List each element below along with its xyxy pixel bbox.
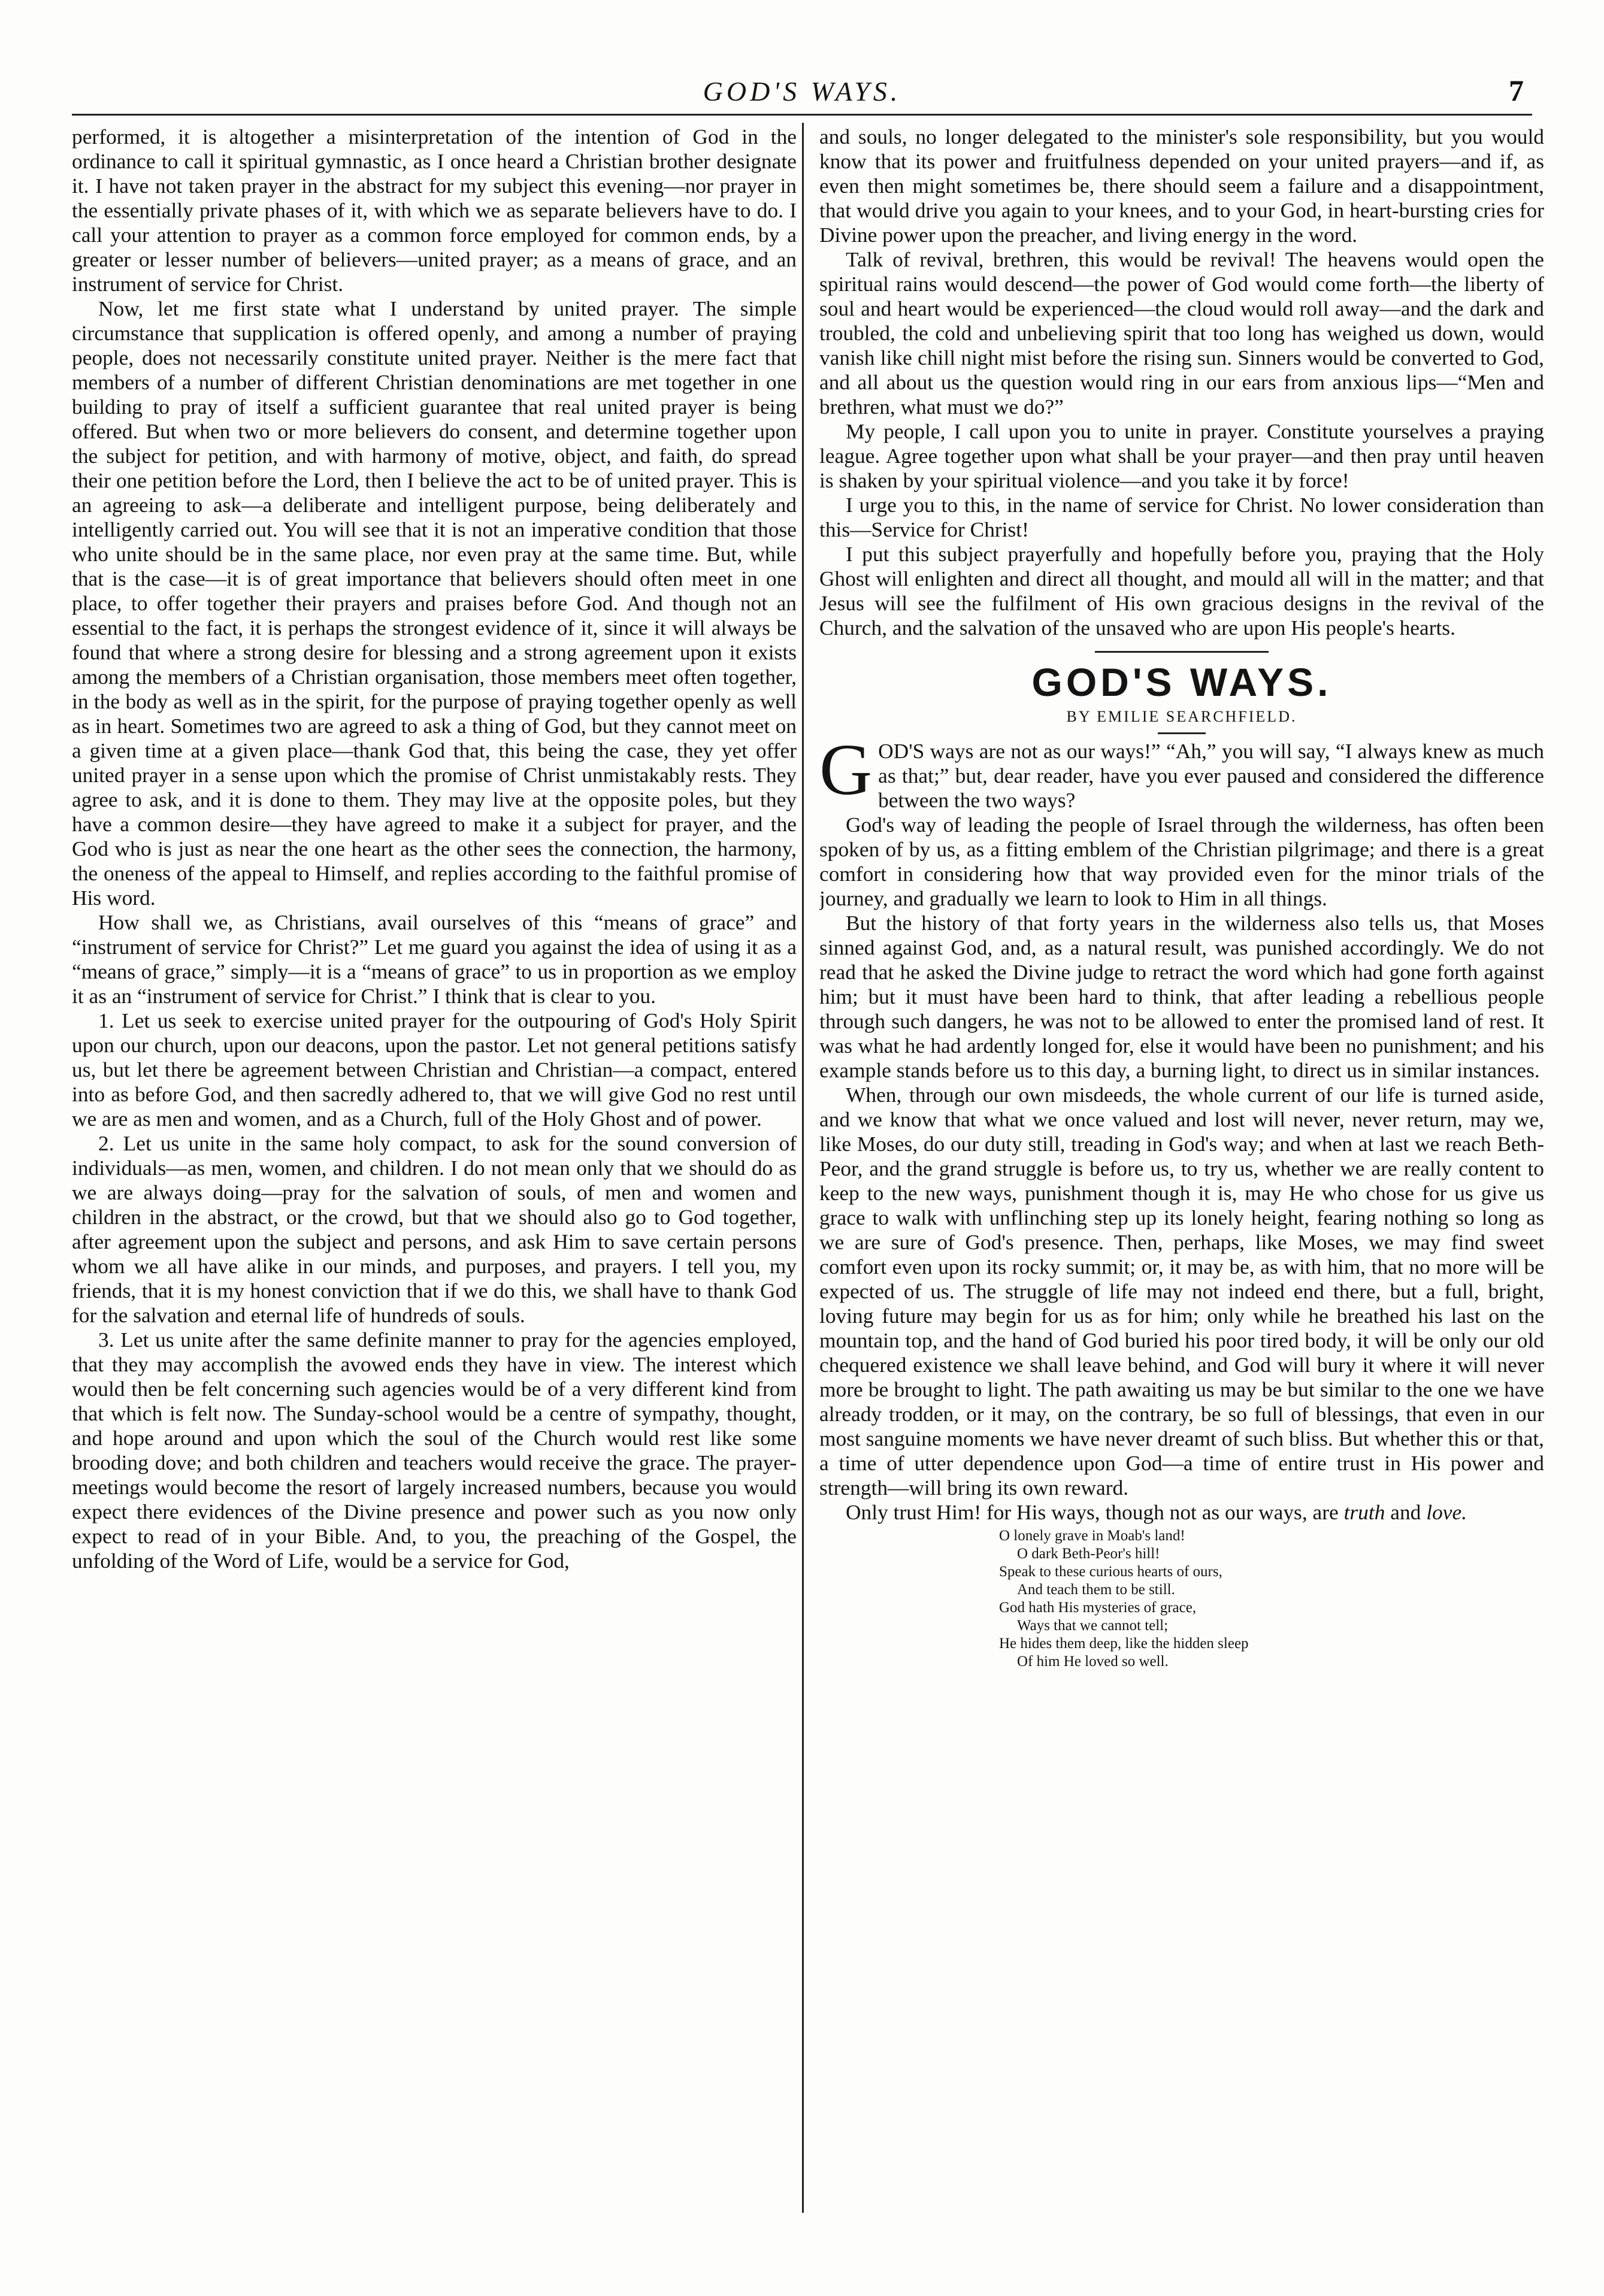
- emphasis-love: love.: [1426, 1500, 1467, 1524]
- opening-text: OD'S ways are not as our ways!” “Ah,” you will say, “I always knew as much as that;” but, dear reader, have you ever paused and considered the difference between the two ways?: [878, 739, 1544, 812]
- left-column: [72, 125, 797, 2233]
- running-title: GOD'S WAYS.: [703, 76, 901, 107]
- poem-line: Speak to these curious hearts of ours,: [999, 1564, 1222, 1580]
- article-byline: BY EMILIE SEARCHFIELD.: [1066, 708, 1297, 725]
- poem-line: He hides them deep, like the hidden sleep: [999, 1635, 1249, 1652]
- paragraph: Talk of revival, brethren, this would be revival! The heavens would open the spiritual rains would descend—the power of God would come forth—the liberty of soul and heart would be experienced—the cloud would roll away—and the dark and troubled, the cold and unbelieving spirit that too long has weighed us down, would vanish like chill night mist before the rising sun. Sinners would be converted to God, and all about us the question would ring in our ears from anxious lips—“Men and brethren, what must we do?”: [819, 247, 1544, 419]
- column-divider: [802, 123, 804, 2213]
- paragraph: My people, I call upon you to unite in prayer. Constitute yourselves a praying league. Agree together upon what shall be your prayer—and then pray until heaven is shaken by your spiritual violence—and you take it by force!: [819, 419, 1544, 492]
- closing-text: Only trust Him! for His ways, though not as our ways, are: [846, 1500, 1339, 1524]
- paragraph: I urge you to this, in the name of service for Christ. No lower consideration than this—Service for Christ!: [819, 493, 1544, 541]
- page-number: 7: [1509, 74, 1524, 107]
- paragraph: When, through our own misdeeds, the whole current of our life is turned aside, and we know that what we once valued and lost will never, never return, may we, like Moses, do our duty still, treading in God's way; and when at last we reach Beth-Peor, and the grand struggle is before us, to try us, whether we are really content to keep to the new ways, punishment though it is, may He who chose for us give us grace to walk with unflinching step up its lonely height, fearing nothing so long as we are sure of God's presence. Then, perhaps, like Moses, we may find sweet comfort even upon its rocky summit; or, it may be, as with him, that no more will be expected of us. The struggle of life may not indeed end there, but a full, bright, loving future may begin for us as for him; only while he breathed his last on the mountain top, and the hand of God buried his poor tired body, it will be only our old chequered existence we shall leave behind, and God will bury it where it will never more be brought to light. The path awaiting us may be but similar to the one we have already trodden, or it may, on the contrary, be so full of blessings, that even in our most sanguine moments we have never dreamt of such bliss. But whether this or that, a time of utter dependence upon God—a time of entire trust in His power and strength—will bring its own reward.: [819, 1083, 1544, 1500]
- paragraph: performed, it is altogether a misinterpretation of the intention of God in the ordinance to call it spiritual gymnastic, as I once heard a Christian brother designate it. I have not taken prayer in the abstract for my subject this evening—nor prayer in the essentially private phases of it, with which we as separate believers have to do. I call your attention to prayer as a common force employed for common ends, by a greater or lesser number of believers—united prayer; as a means of grace, and an instrument of service for Christ.: [72, 125, 797, 296]
- paragraph: 1. Let us seek to exercise united prayer for the outpouring of God's Holy Spirit upon our church, upon our deacons, upon the pastor. Let not general petitions satisfy us, but let there be agreement between Christian and Christian—a compact, entered into as before God, and then sacredly adhered to, that we will give God no rest until we are as men and women, and as a Church, full of the Holy Ghost and of power.: [72, 1008, 797, 1131]
- closing-paragraph: [819, 1500, 1544, 1525]
- paragraph: I put this subject prayerfully and hopefully before you, praying that the Holy Ghost will enlighten and direct all thought, and mould all will in the matter; and that Jesus will see the fulfilment of His own gracious designs in the revival of the Church, and the salvation of the unsaved who are upon His people's hearts.: [819, 542, 1544, 640]
- poem-line: Of him He loved so well.: [1017, 1653, 1169, 1670]
- paragraph: 3. Let us unite after the same definite manner to pray for the agencies employed, that they may accomplish the avowed ends they have in view. The interest which would then be felt concerning such agencies would be of a very different kind from that which is felt now. The Sunday-school would be a centre of sympathy, thought, and hope around and upon which the soul of the Church would rest like some brooding dove; and both children and teachers would receive the grace. The prayer-meetings would become the resort of largely increased numbers, because you would expect there evidences of the Divine presence and power such as you now only expect to read of in your Bible. And, to you, the preaching of the Gospel, the unfolding of the Word of Life, would be a service for God,: [72, 1328, 797, 1573]
- article-opening-paragraph: [819, 729, 1544, 813]
- byline-rule: [1158, 732, 1206, 734]
- drop-cap: G: [819, 729, 873, 810]
- emphasis-truth: truth: [1343, 1500, 1385, 1524]
- paragraph: But the history of that forty years in the wilderness also tells us, that Moses sinned against God, and, as a natural result, was punished accordingly. We do not read that he asked the Divine judge to retract the word which had gone forth against him; but it must have been hard to think, that after leading a rebellious people through such dangers, he was not to be allowed to enter the promised land of rest. It was what he had ardently longed for, else it would have been no punishment; and his example stands before us to this day, a burning light, to direct us in similar instances.: [819, 911, 1544, 1082]
- right-column: [819, 125, 1544, 2233]
- paragraph: 2. Let us unite in the same holy compact, to ask for the sound conversion of individuals—as men, women, and children. I do not mean only that we should do as we are always doing—pray for the salvation of souls, of men and women and children in the abstract, or the crowd, but that we should also go to God together, after agreement upon the subject and persons, and ask Him to save certain persons whom we all have alike in our minds, and purposes, and prayers. I tell you, my friends, that it is my honest conviction that if we do this, we shall have to thank God for the salvation and eternal life of hundreds of souls.: [72, 1131, 797, 1327]
- paragraph: God's way of leading the people of Israel through the wilderness, has often been spoken of by us, as a fitting emblem of the Christian pilgrimage; and there is a great comfort in considering how that way provided even for the minor trials of the journey, and gradually we learn to look to Him in all things.: [819, 813, 1544, 910]
- closing-and: and: [1390, 1500, 1421, 1524]
- poem-line: O lonely grave in Moab's land!: [999, 1528, 1185, 1544]
- poem-line: Ways that we cannot tell;: [1017, 1618, 1169, 1634]
- poem-line: God hath His mysteries of grace,: [999, 1600, 1197, 1616]
- section-rule: [1095, 651, 1269, 653]
- poem-line: O dark Beth-Peor's hill!: [1017, 1546, 1160, 1562]
- paragraph: and souls, no longer delegated to the minister's sole responsibility, but you would know that its power and fruitfulness depended on your united prayers—and if, as even then might sometimes be, there should seem a failure and a disappointment, that would drive you again to your knees, and to your God, in heart-bursting cries for Divine power upon the preacher, and living energy in the word.: [819, 125, 1544, 247]
- poem: [819, 1527, 1544, 1671]
- poem-line: And teach them to be still.: [1017, 1582, 1175, 1598]
- article-title: GOD'S WAYS.: [1031, 660, 1332, 704]
- page-header: [72, 72, 1532, 116]
- paragraph: Now, let me first state what I understand by united prayer. The simple circumstance that supplication is offered openly, and among a number of praying people, does not necessarily constitute united prayer. Neither is the mere fact that members of a number of different Christian denominations are met together in one building to pray of itself a sufficient guarantee that real united prayer is being offered. But when two or more believers do consent, and determine together upon the subject for petition, and with harmony of motive, object, and faith, do spread their one petition before the Lord, then I believe the act to be of united prayer. This is an agreeing to ask—a deliberate and intelligent purpose, being deliberately and intelligently carried out. You will see that it is not an imperative condition that those who unite should be in the same place, nor even pray at the same time. But, while that is the case—it is of great importance that believers should often meet in one place, to offer together their prayers and praises before God. And though not an essential to the fact, it is perhaps the strongest evidence of it, since it will always be found that where a strong desire for blessing and a strong agreement upon it exists among the members of a Christian organisation, those members meet often together, in the body as well as in the spirit, for the purpose of praying together openly as well as in heart. Sometimes two are agreed to ask a thing of God, but they cannot meet on a given time at a given place—thank God that, this being the case, they yet offer united prayer in a sense upon which the promise of Christ unmistakably rests. They agree to ask, and it is done to them. They may live at the opposite poles, but they have a common desire—they have agreed to make it a subject for prayer, and the God who is just as near the one heart as the other sees the connection, the harmony, the oneness of the appeal to Himself, and replies according to the faithful promise of His word.: [72, 296, 797, 910]
- paragraph: How shall we, as Christians, avail ourselves of this “means of grace” and “instrument of service for Christ?” Let me guard you against the idea of using it as a “means of grace,” simply—it is a “means of grace” to us in proportion as we employ it as an “instrument of service for Christ.” I think that is clear to you.: [72, 910, 797, 1008]
